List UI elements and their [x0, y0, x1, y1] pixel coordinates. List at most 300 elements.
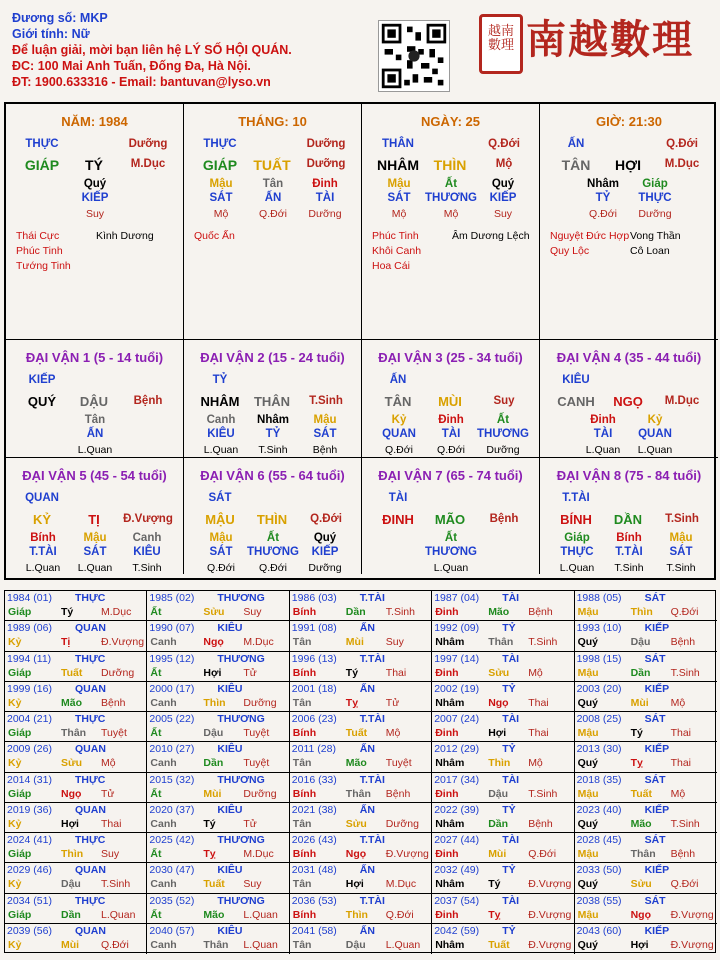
annual-cell — [290, 803, 432, 833]
annual-stem: Ất — [150, 848, 162, 860]
annual-stem: Nhâm — [435, 636, 465, 649]
annual-life: Bệnh — [528, 817, 553, 830]
annual-life: Tử — [385, 696, 400, 709]
annual-year: 2020 (37) — [149, 803, 195, 816]
annual-branch: Hợi — [203, 666, 222, 679]
luck-hidden-god: TỶ — [265, 428, 281, 440]
annual-god: SÁT — [644, 834, 666, 846]
annual-branch: Dần — [203, 757, 224, 770]
annual-branch: Tuất — [630, 787, 652, 800]
luck-pillar-cell — [540, 458, 718, 574]
annual-stem: Đinh — [435, 908, 459, 921]
annual-cell — [147, 621, 289, 651]
annual-stem: Mậu — [577, 848, 599, 860]
annual-branch: Dậu — [630, 636, 651, 649]
annual-life: Đ.Vượng — [528, 908, 572, 921]
annual-life: Tuyệt — [101, 727, 127, 739]
luck-hidden-god: THỰC — [560, 546, 594, 558]
pillar-star: Nguyệt Đức Hợp — [550, 230, 630, 242]
annual-branch: Sửu — [203, 606, 225, 618]
annual-year: 1989 (06) — [7, 622, 52, 635]
annual-cell — [575, 803, 717, 833]
annual-year: 2006 (23) — [291, 713, 337, 725]
hidden-stem-god: TÀI — [315, 192, 335, 204]
annual-god: T.TÀI — [359, 652, 385, 665]
pillar-star: Khôi Canh — [372, 245, 422, 257]
annual-year: 1988 (05) — [576, 592, 622, 604]
luck-pillar-title: ĐẠI VẬN 2 (15 - 24 tuổi) — [200, 350, 345, 365]
annual-cell — [575, 712, 717, 742]
pillar-star-secondary: Vong Thần — [630, 230, 681, 242]
annual-god: QUAN — [75, 682, 106, 695]
luck-hidden-god: TÀI — [593, 428, 613, 440]
luck-pillar-title: ĐẠI VẬN 4 (35 - 44 tuổi) — [556, 350, 702, 365]
annual-year: 2011 (28) — [291, 743, 336, 756]
annual-year: 2022 (39) — [434, 803, 480, 816]
hidden-stem: Ất — [444, 178, 458, 190]
luck-hidden-life: T.Sinh — [666, 562, 696, 574]
annual-branch: Dần — [488, 817, 509, 830]
annual-life: Mộ — [101, 757, 116, 770]
luck-hidden-god: QUAN — [638, 428, 672, 440]
annual-god: TÀI — [502, 894, 520, 907]
annual-cell — [290, 742, 432, 772]
pillar-life-stage: Q.Đới — [488, 138, 520, 150]
luck-hidden-god: THƯƠNG — [247, 546, 299, 558]
luck-stem: QUÝ — [27, 394, 57, 409]
annual-branch: Sửu — [61, 757, 83, 770]
annual-year: 1998 (15) — [576, 652, 622, 665]
pillar-cell — [540, 104, 718, 340]
luck-pillar-title: ĐẠI VẬN 5 (45 - 54 tuổi) — [22, 468, 167, 483]
annual-stem: Bính — [292, 848, 317, 860]
annual-cell — [290, 621, 432, 651]
hidden-stem-life: Mộ — [443, 208, 459, 220]
annual-stem: Quý — [577, 636, 599, 649]
annual-cell — [147, 833, 289, 863]
annual-stem: Mậu — [577, 727, 599, 739]
header-gender: Giới tính: Nữ — [12, 27, 90, 41]
hidden-stem-god: SÁT — [209, 192, 233, 204]
pillar-life-stage: Q.Đới — [666, 138, 698, 150]
pillar-life-stage: Dưỡng — [128, 138, 168, 150]
annual-stem: Kỷ — [8, 757, 22, 770]
annual-cell — [575, 591, 717, 621]
annual-god: TÀI — [502, 713, 520, 725]
annual-stem: Bính — [292, 666, 317, 679]
pillar-star-secondary: Âm Dương Lệch — [452, 230, 530, 242]
annual-branch: Dần — [61, 908, 81, 921]
annual-god: QUAN — [75, 743, 106, 756]
annual-cell — [432, 712, 574, 742]
hidden-stem-life: Dưỡng — [308, 208, 342, 220]
annual-stem: Canh — [150, 878, 177, 891]
hidden-stem-god: ẤN — [264, 192, 282, 204]
annual-god: QUAN — [75, 864, 106, 877]
annual-stem: Quý — [577, 938, 599, 951]
annual-life: Tuyệt — [243, 757, 270, 770]
annual-year: 2030 (47) — [149, 864, 195, 877]
luck-hidden-life: Q.Đới — [259, 562, 287, 574]
luck-pillar-title: ĐẠI VẬN 6 (55 - 64 tuổi) — [200, 468, 345, 483]
annual-year: 1993 (10) — [576, 622, 622, 635]
luck-pillar-title: ĐẠI VẬN 1 (5 - 14 tuổi) — [25, 350, 164, 365]
luck-branch: THÂN — [253, 394, 291, 409]
pillar-title: GIỜ: 21:30 — [595, 114, 662, 129]
annual-cell — [432, 833, 574, 863]
annual-branch: Sửu — [488, 666, 510, 679]
annual-branch: Tị — [61, 636, 71, 649]
luck-stem: BÍNH — [560, 512, 592, 527]
annual-god: TỶ — [502, 682, 516, 695]
luck-stem: TÂN — [384, 394, 412, 409]
annual-cell — [5, 773, 147, 803]
annual-branch: Mão — [630, 817, 652, 830]
luck-hidden-god: SÁT — [669, 546, 693, 558]
annual-year: 2031 (48) — [291, 864, 337, 877]
hidden-stem: Quý — [83, 178, 107, 190]
annual-year: 2007 (24) — [434, 713, 480, 725]
luck-pillar-cell — [540, 340, 718, 458]
annual-god: KIẾP — [644, 864, 670, 877]
luck-hidden-god: T.TÀI — [615, 546, 643, 558]
annual-branch: Mùi — [488, 848, 507, 860]
annual-branch: Hợi — [630, 938, 649, 951]
annual-cell — [432, 652, 574, 682]
luck-hidden-life: Bệnh — [312, 444, 338, 456]
annual-year: 1996 (13) — [291, 652, 337, 665]
annual-god: THỰC — [75, 713, 106, 725]
annual-god: THƯƠNG — [217, 652, 265, 665]
annual-cell — [432, 742, 574, 772]
annual-life: Tuyệt — [243, 727, 270, 739]
annual-cell — [147, 712, 289, 742]
annual-branch: Hợi — [345, 878, 364, 891]
annual-branch: Dậu — [203, 727, 224, 739]
chart-grid — [4, 102, 716, 580]
annual-stem: Giáp — [8, 606, 32, 618]
annual-god: KIÊU — [217, 682, 243, 695]
annual-year: 2003 (20) — [576, 682, 622, 695]
luck-branch: TỊ — [88, 512, 100, 527]
annual-life: Dưỡng — [243, 787, 277, 800]
annual-branch: Sửu — [630, 878, 652, 891]
pillar-title: THÁNG: 10 — [238, 114, 307, 129]
annual-god: ẤN — [359, 743, 375, 756]
luck-hidden-life: L.Quan — [25, 562, 61, 574]
hidden-stem-life: Mộ — [213, 208, 229, 220]
luck-hidden-life: L.Quan — [203, 444, 239, 456]
luck-hidden-stem: Đinh — [438, 414, 464, 426]
annual-branch: Dậu — [61, 878, 81, 891]
annual-stem: Đinh — [435, 848, 459, 860]
annual-god: T.TÀI — [359, 713, 385, 725]
pillar-star: Phúc Tinh — [372, 230, 419, 242]
pillar-star: Hoa Cái — [372, 260, 410, 272]
annual-life: T.Sinh — [528, 636, 558, 649]
annual-life: Bệnh — [385, 787, 411, 800]
hidden-stem-life: Suy — [493, 208, 513, 220]
header-name: Đương số: MKP — [12, 11, 108, 25]
pillar-title: NGÀY: 25 — [421, 114, 480, 129]
annual-god: KIÊU — [217, 864, 243, 877]
annual-stem: Ất — [150, 908, 162, 921]
annual-life: Mộ — [385, 727, 401, 739]
annual-god: QUAN — [75, 622, 106, 635]
annual-cell — [5, 894, 147, 924]
annual-year: 1992 (09) — [434, 622, 480, 635]
annual-cell — [5, 833, 147, 863]
pillar-stem: NHÂM — [377, 157, 419, 173]
header-contact: Để luận giải, mời bạn liên hệ LÝ SỐ HỘI QUÁN. — [12, 43, 292, 57]
annual-year: 2041 (58) — [291, 924, 337, 937]
annual-year: 2039 (56) — [7, 924, 52, 937]
luck-hidden-life: L.Quan — [637, 444, 673, 456]
annual-god: TÀI — [502, 592, 520, 604]
annual-branch: Mão — [203, 908, 225, 921]
annual-branch: Tý — [203, 817, 216, 830]
luck-hidden-god: T.TÀI — [29, 546, 57, 558]
pillar-stem-god: THỰC — [25, 138, 59, 150]
annual-life: Tử — [243, 666, 257, 679]
annual-cell — [5, 863, 147, 893]
luck-branch: MÙI — [438, 394, 462, 409]
luck-hidden-stem: Mậu — [83, 532, 107, 544]
annual-life: T.Sinh — [670, 666, 700, 679]
annual-stem: Bính — [292, 787, 317, 800]
annual-cell — [5, 682, 147, 712]
annual-year: 2029 (46) — [7, 864, 52, 877]
annual-life: L.Quan — [385, 938, 421, 951]
annual-life: Dưỡng — [101, 666, 135, 679]
annual-branch: Thìn — [345, 908, 368, 921]
annual-year: 2043 (60) — [576, 924, 622, 937]
annual-year: 2028 (45) — [576, 834, 622, 846]
annual-branch: Thân — [203, 938, 229, 951]
annual-life: T.Sinh — [101, 878, 131, 891]
annual-branch: Mùi — [630, 696, 649, 709]
annual-stem: Giáp — [8, 848, 32, 860]
annual-life: Suy — [243, 606, 262, 618]
luck-hidden-life: L.Quan — [77, 444, 113, 456]
luck-hidden-stem: Bính — [30, 532, 56, 544]
annual-life: Q.Đới — [101, 938, 129, 951]
annual-cell — [575, 924, 717, 954]
luck-hidden-stem: Kỷ — [391, 414, 407, 426]
annual-year: 2008 (25) — [576, 713, 622, 725]
annual-branch: Thìn — [61, 848, 84, 860]
annual-cell — [290, 924, 432, 954]
luck-pillar-cell — [6, 340, 184, 458]
annual-life: Đ.Vượng — [101, 636, 145, 649]
annual-god: T.TÀI — [359, 894, 385, 907]
annual-god: ẤN — [359, 803, 375, 816]
annual-life: L.Quan — [243, 908, 278, 921]
luck-stem-god: KIÊU — [562, 374, 590, 386]
annual-branch: Tỵ — [630, 757, 643, 770]
annual-stem: Canh — [150, 636, 177, 649]
hidden-stem: Quý — [491, 178, 515, 190]
annual-life: Mộ — [670, 787, 686, 800]
annual-life: T.Sinh — [385, 606, 415, 618]
annual-branch: Tuất — [345, 727, 368, 739]
annual-cell — [147, 894, 289, 924]
pillar-branch-life: M.Dục — [130, 158, 166, 170]
annual-branch: Ngọ — [488, 696, 509, 709]
annual-god: THƯƠNG — [217, 713, 265, 725]
annual-cell — [575, 682, 717, 712]
annual-stem: Canh — [150, 696, 177, 709]
luck-stem: NHÂM — [200, 394, 240, 409]
annual-branch: Thân — [61, 727, 87, 739]
annual-branch: Mùi — [203, 787, 222, 800]
annual-cell — [432, 591, 574, 621]
luck-stem-god: KIẾP — [28, 374, 56, 386]
annual-stem: Mậu — [577, 606, 599, 618]
annual-life: Thai — [101, 817, 122, 830]
annual-cell — [575, 773, 717, 803]
annual-life: Đ.Vượng — [385, 848, 429, 860]
annual-life: Q.Đới — [385, 908, 414, 921]
hidden-stem: Mậu — [209, 178, 233, 190]
luck-hidden-life: T.Sinh — [258, 444, 288, 456]
pillar-star-secondary: Cô Loan — [630, 245, 670, 257]
annual-year: 1984 (01) — [7, 592, 52, 604]
annual-cell — [5, 712, 147, 742]
annual-branch: Dần — [630, 666, 651, 679]
annual-stem: Canh — [150, 757, 177, 770]
luck-branch: DẦN — [613, 512, 643, 527]
annual-stem: Giáp — [8, 666, 32, 679]
annual-branch: Mão — [488, 606, 510, 618]
annual-stem: Giáp — [8, 787, 32, 800]
annual-year: 2012 (29) — [434, 743, 480, 756]
annual-branch: Ngọ — [61, 787, 82, 800]
luck-hidden-stem: Đinh — [590, 414, 616, 426]
annual-stem: Đinh — [435, 606, 459, 618]
hidden-stem-god: THỰC — [638, 192, 672, 204]
header-info — [12, 10, 292, 90]
annual-branch: Hợi — [488, 727, 507, 739]
hidden-stem-god: TỶ — [595, 192, 611, 204]
annual-stem: Nhâm — [435, 817, 465, 830]
luck-hidden-god: THƯƠNG — [425, 546, 477, 558]
annual-branch: Dậu — [345, 938, 366, 951]
annual-year: 2025 (42) — [149, 834, 195, 846]
annual-cell — [147, 773, 289, 803]
annual-branch: Mùi — [61, 938, 80, 951]
luck-hidden-stem: Bính — [616, 532, 642, 544]
annual-year: 2015 (32) — [149, 773, 195, 786]
luck-pillar-cell — [362, 340, 540, 458]
annual-cell — [290, 652, 432, 682]
annual-life: Bệnh — [670, 848, 696, 860]
annual-stem: Bính — [292, 606, 317, 618]
annual-year: 2001 (18) — [291, 682, 337, 695]
annual-year: 1991 (08) — [291, 622, 337, 635]
annual-life: Đ.Vượng — [528, 938, 572, 951]
annual-branch: Tý — [345, 666, 359, 679]
hidden-stem-life: Mộ — [391, 208, 407, 220]
annual-god: TÀI — [502, 773, 520, 786]
annual-year: 2032 (49) — [434, 864, 480, 877]
luck-hidden-god: KIÊU — [207, 428, 235, 440]
pillar-stem: TÂN — [561, 157, 591, 173]
luck-hidden-life: L.Quan — [585, 444, 621, 456]
luck-life-stage: Bệnh — [489, 513, 519, 525]
qr-code-icon — [378, 20, 450, 92]
annual-god: KIẾP — [644, 803, 670, 816]
pillar-stem-god: THÂN — [382, 138, 414, 150]
annual-cell — [147, 591, 289, 621]
hidden-stem-god: KIẾP — [81, 192, 109, 204]
annual-branch: Tuất — [488, 938, 510, 951]
annual-branch: Sửu — [345, 817, 367, 830]
annual-life: L.Quan — [243, 938, 278, 951]
annual-cell — [290, 712, 432, 742]
luck-stem: ĐINH — [382, 512, 414, 527]
annual-life: Mộ — [528, 757, 543, 770]
pillar-stem: GIÁP — [24, 157, 60, 173]
annual-year: 2027 (44) — [434, 834, 480, 846]
annual-branch: Tỵ — [203, 848, 216, 860]
annual-cell — [5, 621, 147, 651]
annual-god: TÀI — [502, 652, 520, 665]
hidden-stem: Tân — [262, 178, 284, 190]
annual-god: SÁT — [644, 894, 666, 907]
luck-hidden-god: SÁT — [83, 546, 107, 558]
annual-stem: Ất — [150, 606, 162, 618]
annual-branch: Tý — [61, 606, 74, 618]
annual-stem: Quý — [577, 817, 599, 830]
luck-stem-god: TÀI — [388, 492, 408, 504]
luck-hidden-life: L.Quan — [433, 562, 469, 574]
annual-cell — [575, 621, 717, 651]
annual-life: Dưỡng — [385, 817, 419, 830]
annual-god: SÁT — [644, 652, 666, 665]
annual-cell — [432, 773, 574, 803]
hidden-stem-life: Q.Đới — [589, 208, 617, 220]
annual-life: Bệnh — [101, 696, 126, 709]
annual-year: 2026 (43) — [291, 834, 337, 846]
luck-hidden-god: SÁT — [313, 428, 337, 440]
hidden-stem-life: Q.Đới — [259, 208, 287, 220]
annual-branch: Ngọ — [345, 848, 367, 860]
annual-life: M.Dục — [243, 636, 274, 649]
pillar-star-secondary: Kình Dương — [96, 230, 154, 242]
annual-stem: Canh — [150, 817, 177, 830]
annual-god: THƯƠNG — [217, 592, 265, 604]
annual-cell — [432, 863, 574, 893]
annual-branch: Tỵ — [488, 908, 501, 921]
annual-branch: Dần — [345, 606, 366, 618]
hidden-stem: Nhâm — [587, 178, 619, 190]
annual-cell — [290, 773, 432, 803]
annual-life: Q.Đới — [670, 878, 699, 891]
annual-year: 2005 (22) — [149, 713, 195, 725]
annual-branch: Thìn — [488, 757, 511, 770]
annual-god: T.TÀI — [359, 592, 385, 604]
annual-cell — [432, 682, 574, 712]
luck-life-stage: Suy — [493, 395, 515, 407]
annual-life: Q.Đới — [670, 606, 699, 618]
luck-branch: MÃO — [434, 512, 466, 527]
annual-cell — [147, 803, 289, 833]
luck-stem-god: TỶ — [212, 374, 228, 386]
annual-god: SÁT — [644, 713, 666, 725]
luck-pillar-cell — [184, 340, 362, 458]
annual-life: M.Dục — [101, 606, 132, 618]
